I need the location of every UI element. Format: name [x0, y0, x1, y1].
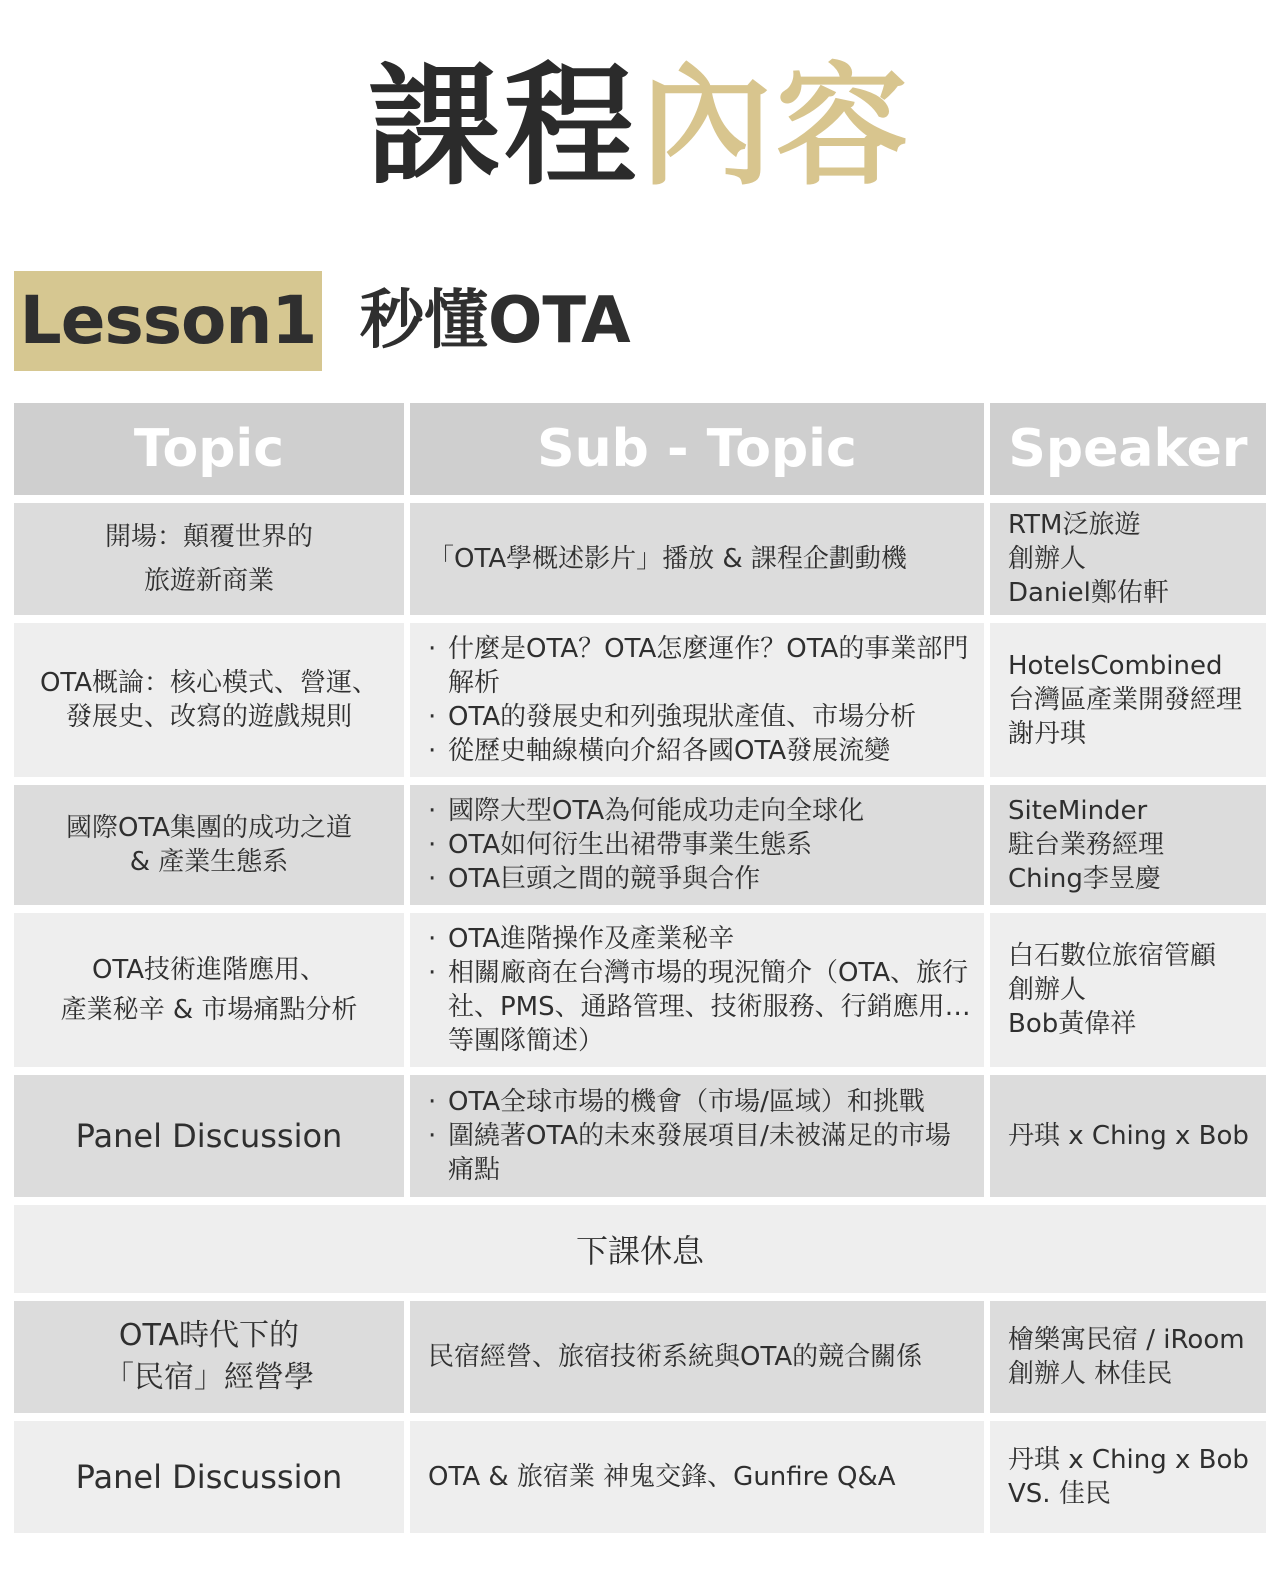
topic-cell	[14, 913, 404, 1067]
bullet-dot: ·	[428, 702, 437, 732]
table-row	[14, 503, 1266, 615]
table-header-row	[14, 403, 1266, 495]
lesson-title: 秒懂OTA	[360, 284, 631, 358]
subtopic-bullet: · 相關廠商在台灣市場的現況簡介（OTA、旅行社、PMS、通路管理、技術服務、行銷應用…等團隊簡述）	[428, 958, 971, 1056]
topic-line: 國際OTA集團的成功之道	[65, 813, 353, 843]
subtopic-cell	[410, 503, 984, 615]
speaker-line: 駐台業務經理	[1008, 830, 1165, 860]
header-topic: Topic	[14, 403, 404, 495]
speaker-line: HotelsCombined	[1008, 651, 1223, 681]
speaker-line: Bob黃偉祥	[1008, 1009, 1137, 1039]
subtopic-bullet: · 圍繞著OTA的未來發展項目/未被滿足的市場痛點	[428, 1121, 951, 1185]
topic-line: & 產業生態系	[129, 847, 289, 877]
topic-line: 開場：顛覆世界的	[104, 522, 313, 552]
course-table	[14, 403, 1266, 1541]
table-row	[14, 623, 1266, 777]
topic-cell	[14, 1421, 404, 1533]
speaker-line: Ching李昱慶	[1008, 864, 1161, 894]
bullet-dot: ·	[428, 924, 437, 954]
bullet-dot: ·	[428, 634, 437, 664]
topic-line: 發展史、改寫的遊戲規則	[65, 702, 352, 732]
subtopic-cell	[410, 785, 984, 905]
speaker-line: RTM泛旅遊	[1008, 510, 1141, 540]
speaker-line: Daniel鄭佑軒	[1008, 578, 1169, 608]
bullet-dot: ·	[428, 796, 437, 826]
lesson-badge: Lesson1	[14, 271, 322, 371]
speaker-cell	[990, 1301, 1266, 1413]
speaker-cell	[990, 913, 1266, 1067]
subtopic-cell	[410, 913, 984, 1067]
topic-cell	[14, 503, 404, 615]
subtopic-bullet: · OTA進階操作及產業秘辛	[428, 924, 735, 954]
subtopic-text: 民宿經營、旅宿技術系統與OTA的競合關係	[428, 1342, 923, 1372]
bullet-dot: ·	[428, 958, 437, 988]
topic-line: OTA時代下的	[118, 1318, 300, 1353]
speaker-cell	[990, 623, 1266, 777]
speaker-line: VS. 佳民	[1008, 1479, 1111, 1509]
table-row	[14, 1301, 1266, 1413]
table-row	[14, 1075, 1266, 1197]
speaker-line: 台灣區產業開發經理	[1008, 685, 1243, 715]
table-row	[14, 913, 1266, 1067]
bullet-dot: ·	[428, 864, 437, 894]
subtopic-bullet: · 什麼是OTA？OTA怎麼運作？OTA的事業部門解析	[428, 634, 969, 698]
speaker-line: 丹琪 x Ching x Bob	[1008, 1121, 1249, 1151]
header-speaker: Speaker	[990, 403, 1266, 495]
topic-cell	[14, 785, 404, 905]
subtopic-cell	[410, 1301, 984, 1413]
topic-line: 產業秘辛 & 市場痛點分析	[60, 995, 358, 1025]
subtopic-bullet: · 國際大型OTA為何能成功走向全球化	[428, 796, 865, 826]
page-title-part2: 內容	[640, 50, 912, 204]
speaker-line: 白石數位旅宿管顧	[1008, 941, 1217, 971]
speaker-line: SiteMinder	[1008, 796, 1148, 826]
speaker-line: 創辦人 林佳民	[1008, 1359, 1173, 1389]
topic-cell	[14, 1301, 404, 1413]
page-title-part1: 課程	[368, 50, 640, 204]
header-subtopic: Sub - Topic	[410, 403, 984, 495]
speaker-line: 檜樂寓民宿 / iRoom	[1008, 1325, 1245, 1355]
speaker-line: 創辦人	[1008, 544, 1087, 574]
topic-cell	[14, 623, 404, 777]
speaker-line: 謝丹琪	[1008, 719, 1087, 749]
bullet-dot: ·	[428, 1121, 437, 1151]
topic-line: OTA概論：核心模式、營運、	[39, 668, 379, 698]
table-row	[14, 785, 1266, 905]
topic-cell	[14, 1075, 404, 1197]
subtopic-text: 「OTA學概述影片」播放 & 課程企劃動機	[428, 544, 907, 574]
bullet-dot: ·	[428, 830, 437, 860]
subtopic-text: OTA & 旅宿業 神鬼交鋒、Gunfire Q&A	[428, 1462, 896, 1492]
topic-line: 「民宿」經營學	[104, 1360, 314, 1395]
subtopic-bullet: · OTA巨頭之間的競爭與合作	[428, 864, 761, 894]
bullet-dot: ·	[428, 1087, 437, 1117]
topic-line: OTA技術進階應用、	[91, 955, 327, 985]
speaker-line: 丹琪 x Ching x Bob	[1008, 1445, 1249, 1475]
subtopic-cell	[410, 1075, 984, 1197]
speaker-line: 創辦人	[1008, 975, 1087, 1005]
speaker-cell	[990, 503, 1266, 615]
speaker-cell	[990, 1421, 1266, 1533]
table-row	[14, 1421, 1266, 1533]
page-title	[0, 52, 1280, 202]
subtopic-cell	[410, 1421, 984, 1533]
topic-line: 旅遊新商業	[143, 566, 274, 596]
topic-line: Panel Discussion	[75, 1458, 343, 1496]
subtopic-cell	[410, 623, 984, 777]
subtopic-bullet: · 從歷史軸線橫向介紹各國OTA發展流變	[428, 736, 891, 766]
speaker-cell	[990, 1075, 1266, 1197]
bullet-dot: ·	[428, 736, 437, 766]
topic-line: Panel Discussion	[75, 1117, 343, 1155]
speaker-cell	[990, 785, 1266, 905]
subtopic-bullet: · OTA的發展史和列強現狀產值、市場分析	[428, 702, 917, 732]
subtopic-bullet: · OTA如何衍生出裙帶事業生態系	[428, 830, 813, 860]
subtopic-bullet: · OTA全球市場的機會（市場/區域）和挑戰	[428, 1087, 925, 1117]
break-row: 下課休息	[14, 1205, 1266, 1293]
